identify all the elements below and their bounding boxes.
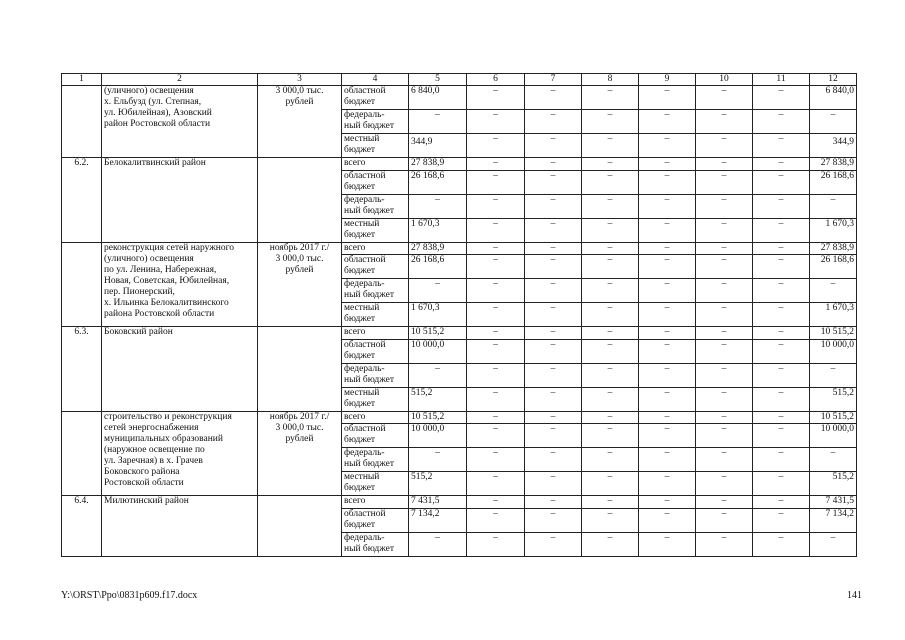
dash-cell: – <box>525 388 582 412</box>
total-cell: 6 840,0 <box>810 86 857 110</box>
dash-cell: – <box>753 364 810 388</box>
amount-cell: 7 431,5 <box>409 496 467 509</box>
dash-cell: – <box>409 533 467 557</box>
total-cell: 27 838,9 <box>810 243 857 255</box>
fund-source: всего <box>342 412 409 424</box>
dash-cell: – <box>753 327 810 340</box>
dash-cell: – <box>467 340 525 364</box>
dash-cell: – <box>696 219 753 243</box>
dash-cell: – <box>467 388 525 412</box>
dash-cell: – <box>525 171 582 195</box>
dash-cell: – <box>753 496 810 509</box>
dash-cell: – <box>525 472 582 496</box>
total-cell: 1 670,3 <box>810 303 857 327</box>
dash-cell: – <box>409 279 467 303</box>
dash-cell: – <box>467 509 525 533</box>
amount-cell: 10 515,2 <box>409 327 467 340</box>
dash-cell: – <box>525 303 582 327</box>
fund-source: областной бюджет <box>342 424 409 448</box>
amount-cell: 515,2 <box>409 388 467 412</box>
dash-cell: – <box>582 171 639 195</box>
dash-cell: – <box>467 243 525 255</box>
dash-cell: – <box>582 255 639 279</box>
dash-cell: – <box>696 472 753 496</box>
dash-cell: – <box>639 327 696 340</box>
dash-cell: – <box>525 496 582 509</box>
dash-cell: – <box>753 134 810 158</box>
dash-cell: – <box>467 412 525 424</box>
dash-cell: – <box>639 86 696 110</box>
dash-cell: – <box>639 448 696 472</box>
dash-cell: – <box>639 533 696 557</box>
dash-cell: – <box>696 171 753 195</box>
dash-cell: – <box>753 86 810 110</box>
dash-cell: – <box>696 110 753 134</box>
amount-cell: 26 168,6 <box>409 255 467 279</box>
col-header: 1 <box>62 74 102 86</box>
total-cell: 26 168,6 <box>810 171 857 195</box>
amount-cell: 1 670,3 <box>409 303 467 327</box>
dash-cell: – <box>639 509 696 533</box>
deadline-cost <box>258 327 342 412</box>
column-number-row <box>62 74 857 86</box>
district-name: Белокалитвинский район <box>102 158 258 243</box>
dash-cell: – <box>696 533 753 557</box>
dash-cell: – <box>525 158 582 171</box>
dash-cell: – <box>696 364 753 388</box>
amount-cell: 10 000,0 <box>409 340 467 364</box>
fund-source: всего <box>342 243 409 255</box>
fund-source: всего <box>342 158 409 171</box>
fund-source: областной бюджет <box>342 340 409 364</box>
dash-cell: – <box>753 110 810 134</box>
dash-cell: – <box>582 158 639 171</box>
total-cell: 7 431,5 <box>810 496 857 509</box>
dash-cell: – <box>753 255 810 279</box>
col-header: 5 <box>409 74 467 86</box>
amount-cell: 6 840,0 <box>409 86 467 110</box>
fund-source: областной бюджет <box>342 86 409 110</box>
object-description: реконструкция сетей наружного (уличного) освещения по ул. Ленина, Набережная, Новая, Советская, Юбилейная, пер. Пионерский, х. Ильинка Белокалитвинского района Ростовской области <box>102 243 258 327</box>
dash-cell: – <box>696 496 753 509</box>
dash-cell: – <box>696 86 753 110</box>
total-cell: 10 000,0 <box>810 424 857 448</box>
col-header: 3 <box>258 74 342 86</box>
total-cell: 515,2 <box>810 472 857 496</box>
page-number: 141 <box>847 590 862 601</box>
dash-cell: – <box>639 243 696 255</box>
col-header: 7 <box>525 74 582 86</box>
dash-cell: – <box>696 195 753 219</box>
item-number-cell: 6.2. <box>62 158 102 243</box>
dash-cell: – <box>582 412 639 424</box>
district-name: Милютинский район <box>102 496 258 557</box>
dash-cell: – <box>582 134 639 158</box>
dash-cell: – <box>582 243 639 255</box>
dash-cell: – <box>467 533 525 557</box>
dash-cell: – <box>696 424 753 448</box>
dash-cell: – <box>525 134 582 158</box>
dash-cell: – <box>753 158 810 171</box>
deadline-cost: 3 000,0 тыс. рублей <box>258 86 342 158</box>
amount-cell: 515,2 <box>409 472 467 496</box>
dash-cell: – <box>467 171 525 195</box>
dash-cell: – <box>639 303 696 327</box>
dash-cell: – <box>696 303 753 327</box>
dash-cell: – <box>639 472 696 496</box>
total-cell: 515,2 <box>810 388 857 412</box>
table-row <box>62 243 857 255</box>
dash-cell: – <box>467 134 525 158</box>
dash-cell: – <box>525 86 582 110</box>
dash-cell: – <box>409 448 467 472</box>
item-number-cell: 6.3. <box>62 327 102 412</box>
dash-cell: – <box>467 496 525 509</box>
dash-cell: – <box>525 255 582 279</box>
dash-cell: – <box>467 279 525 303</box>
dash-cell: – <box>525 219 582 243</box>
object-description: строительство и реконструкция сетей энергоснабжения муниципальных образований (наружное освещение по ул. Заречная) в х. Грачев Боковского района Ростовской области <box>102 412 258 496</box>
col-header: 9 <box>639 74 696 86</box>
dash-cell: – <box>696 448 753 472</box>
total-cell: 1 670,3 <box>810 219 857 243</box>
dash-cell: – <box>639 364 696 388</box>
dash-cell: – <box>753 388 810 412</box>
table-row <box>62 86 857 110</box>
dash-cell: – <box>525 243 582 255</box>
dash-cell: – <box>409 110 467 134</box>
dash-cell: – <box>810 533 857 557</box>
fund-source: всего <box>342 327 409 340</box>
dash-cell: – <box>582 448 639 472</box>
dash-cell: – <box>525 327 582 340</box>
district-name: Боковский район <box>102 327 258 412</box>
dash-cell: – <box>639 255 696 279</box>
item-number-cell <box>62 412 102 496</box>
fund-source: областной бюджет <box>342 171 409 195</box>
dash-cell: – <box>753 219 810 243</box>
amount-cell: 27 838,9 <box>409 243 467 255</box>
dash-cell: – <box>582 110 639 134</box>
dash-cell: – <box>582 219 639 243</box>
dash-cell: – <box>582 533 639 557</box>
dash-cell: – <box>467 195 525 219</box>
dash-cell: – <box>525 448 582 472</box>
total-cell: 344,9 <box>810 134 857 158</box>
dash-cell: – <box>639 388 696 412</box>
dash-cell: – <box>639 496 696 509</box>
dash-cell: – <box>639 412 696 424</box>
fund-source: местный бюджет <box>342 303 409 327</box>
dash-cell: – <box>639 110 696 134</box>
fund-source: местный бюджет <box>342 472 409 496</box>
item-number-cell <box>62 243 102 327</box>
dash-cell: – <box>753 340 810 364</box>
dash-cell: – <box>525 279 582 303</box>
dash-cell: – <box>753 412 810 424</box>
amount-cell: 344,9 <box>409 134 467 158</box>
dash-cell: – <box>467 255 525 279</box>
amount-cell: 26 168,6 <box>409 171 467 195</box>
dash-cell: – <box>639 195 696 219</box>
dash-cell: – <box>696 412 753 424</box>
col-header: 11 <box>753 74 810 86</box>
amount-cell: 7 134,2 <box>409 509 467 533</box>
dash-cell: – <box>525 340 582 364</box>
dash-cell: – <box>525 195 582 219</box>
program-financing-table <box>61 73 857 557</box>
total-cell: 26 168,6 <box>810 255 857 279</box>
fund-source: областной бюджет <box>342 255 409 279</box>
dash-cell: – <box>639 279 696 303</box>
dash-cell: – <box>753 533 810 557</box>
fund-source: местный бюджет <box>342 134 409 158</box>
dash-cell: – <box>582 496 639 509</box>
dash-cell: – <box>810 448 857 472</box>
dash-cell: – <box>639 134 696 158</box>
dash-cell: – <box>582 509 639 533</box>
dash-cell: – <box>753 243 810 255</box>
dash-cell: – <box>582 364 639 388</box>
dash-cell: – <box>696 158 753 171</box>
amount-cell: 10 515,2 <box>409 412 467 424</box>
dash-cell: – <box>525 110 582 134</box>
dash-cell: – <box>582 303 639 327</box>
item-number-cell <box>62 86 102 158</box>
dash-cell: – <box>525 533 582 557</box>
dash-cell: – <box>810 279 857 303</box>
dash-cell: – <box>467 86 525 110</box>
fund-source: федераль- ный бюджет <box>342 448 409 472</box>
table-row <box>62 496 857 509</box>
dash-cell: – <box>582 388 639 412</box>
col-header: 2 <box>102 74 258 86</box>
col-header: 4 <box>342 74 409 86</box>
table-row <box>62 158 857 171</box>
col-header: 10 <box>696 74 753 86</box>
dash-cell: – <box>639 219 696 243</box>
total-cell: 10 515,2 <box>810 412 857 424</box>
document-file-path: Y:\ORST\Ppo\0831p609.f17.docx <box>61 590 198 601</box>
dash-cell: – <box>639 158 696 171</box>
dash-cell: – <box>639 424 696 448</box>
dash-cell: – <box>696 134 753 158</box>
amount-cell: 1 670,3 <box>409 219 467 243</box>
table-row <box>62 412 857 424</box>
dash-cell: – <box>753 424 810 448</box>
dash-cell: – <box>753 472 810 496</box>
deadline-cost: ноябрь 2017 г./ 3 000,0 тыс. рублей <box>258 243 342 327</box>
fund-source: федераль- ный бюджет <box>342 533 409 557</box>
table-row <box>62 327 857 340</box>
dash-cell: – <box>753 195 810 219</box>
dash-cell: – <box>696 255 753 279</box>
deadline-cost <box>258 158 342 243</box>
dash-cell: – <box>582 86 639 110</box>
dash-cell: – <box>753 448 810 472</box>
total-cell: 7 134,2 <box>810 509 857 533</box>
dash-cell: – <box>467 303 525 327</box>
total-cell: 27 838,9 <box>810 158 857 171</box>
dash-cell: – <box>753 279 810 303</box>
col-header: 8 <box>582 74 639 86</box>
dash-cell: – <box>467 158 525 171</box>
dash-cell: – <box>696 327 753 340</box>
dash-cell: – <box>582 340 639 364</box>
fund-source: местный бюджет <box>342 388 409 412</box>
item-number-cell: 6.4. <box>62 496 102 557</box>
dash-cell: – <box>409 195 467 219</box>
dash-cell: – <box>810 110 857 134</box>
deadline-cost: ноябрь 2017 г./ 3 000,0 тыс. рублей <box>258 412 342 496</box>
dash-cell: – <box>467 110 525 134</box>
deadline-cost <box>258 496 342 557</box>
dash-cell: – <box>753 171 810 195</box>
dash-cell: – <box>467 424 525 448</box>
dash-cell: – <box>409 364 467 388</box>
dash-cell: – <box>467 448 525 472</box>
dash-cell: – <box>582 279 639 303</box>
dash-cell: – <box>525 424 582 448</box>
dash-cell: – <box>639 340 696 364</box>
dash-cell: – <box>696 388 753 412</box>
dash-cell: – <box>639 171 696 195</box>
dash-cell: – <box>696 509 753 533</box>
dash-cell: – <box>467 472 525 496</box>
dash-cell: – <box>525 509 582 533</box>
dash-cell: – <box>696 340 753 364</box>
total-cell: 10 000,0 <box>810 340 857 364</box>
col-header: 6 <box>467 74 525 86</box>
fund-source: федераль- ный бюджет <box>342 110 409 134</box>
dash-cell: – <box>467 327 525 340</box>
amount-cell: 10 000,0 <box>409 424 467 448</box>
dash-cell: – <box>582 424 639 448</box>
dash-cell: – <box>810 364 857 388</box>
dash-cell: – <box>696 279 753 303</box>
dash-cell: – <box>582 327 639 340</box>
dash-cell: – <box>525 364 582 388</box>
total-cell: 10 515,2 <box>810 327 857 340</box>
fund-source: федераль- ный бюджет <box>342 364 409 388</box>
fund-source: всего <box>342 496 409 509</box>
fund-source: местный бюджет <box>342 219 409 243</box>
object-description: (уличного) освещения х. Ельбузд (ул. Степная, ул. Юбилейная), Азовский район Ростовской области <box>102 86 258 158</box>
dash-cell: – <box>810 195 857 219</box>
dash-cell: – <box>696 243 753 255</box>
amount-cell: 27 838,9 <box>409 158 467 171</box>
dash-cell: – <box>753 303 810 327</box>
fund-source: федераль- ный бюджет <box>342 195 409 219</box>
dash-cell: – <box>753 509 810 533</box>
dash-cell: – <box>582 195 639 219</box>
fund-source: федераль- ный бюджет <box>342 279 409 303</box>
dash-cell: – <box>467 364 525 388</box>
dash-cell: – <box>582 472 639 496</box>
dash-cell: – <box>467 219 525 243</box>
fund-source: областной бюджет <box>342 509 409 533</box>
col-header: 12 <box>810 74 857 86</box>
dash-cell: – <box>525 412 582 424</box>
